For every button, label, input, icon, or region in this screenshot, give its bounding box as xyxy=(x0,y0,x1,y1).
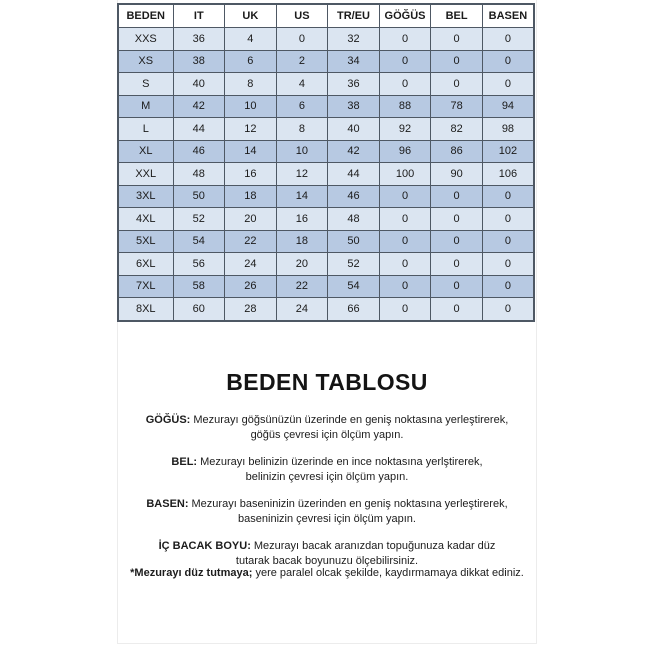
table-cell: 4XL xyxy=(118,208,173,231)
table-row xyxy=(118,275,534,298)
table-cell: 102 xyxy=(482,140,534,163)
table-row xyxy=(118,185,534,208)
note-bel-label: BEL: xyxy=(171,456,198,468)
column-header: BEDEN xyxy=(118,4,173,28)
table-cell: XXS xyxy=(118,28,173,51)
table-cell: 10 xyxy=(276,140,328,163)
table-cell: 6XL xyxy=(118,253,173,276)
table-cell: 88 xyxy=(379,95,431,118)
table-cell: 0 xyxy=(379,28,431,51)
table-cell: 56 xyxy=(173,253,225,276)
note-gogus-label: GÖĞÜS: xyxy=(145,414,191,426)
table-cell: 8 xyxy=(276,118,328,141)
table-cell: 0 xyxy=(431,253,483,276)
table-cell: 4 xyxy=(225,28,277,51)
table-cell: 52 xyxy=(173,208,225,231)
table-row xyxy=(118,50,534,73)
table-cell: 0 xyxy=(379,73,431,96)
table-row xyxy=(118,253,534,276)
table-cell: 6 xyxy=(225,50,277,73)
table-cell: 90 xyxy=(431,163,483,186)
note-ic-bacak-boyu-line1: Mezurayı bacak aranızdan topuğunuza kadar düz xyxy=(253,540,496,552)
footnote-rest: yere paralel olcak şekilde, kaydırmamaya dikkat ediniz. xyxy=(252,567,524,579)
note-basen-label: BASEN: xyxy=(146,498,189,510)
column-header: BASEN xyxy=(482,4,534,28)
table-cell: 0 xyxy=(431,275,483,298)
table-cell: 0 xyxy=(482,275,534,298)
table-row xyxy=(118,28,534,51)
table-row xyxy=(118,118,534,141)
table-cell: 0 xyxy=(379,208,431,231)
table-cell: 0 xyxy=(431,298,483,321)
table-cell: 0 xyxy=(379,185,431,208)
table-cell: 3XL xyxy=(118,185,173,208)
table-cell: 0 xyxy=(482,73,534,96)
table-cell: 5XL xyxy=(118,230,173,253)
table-cell: 46 xyxy=(328,185,380,208)
table-cell: 48 xyxy=(328,208,380,231)
table-row xyxy=(118,163,534,186)
table-cell: 32 xyxy=(328,28,380,51)
table-cell: 0 xyxy=(379,230,431,253)
table-cell: 96 xyxy=(379,140,431,163)
table-cell: 6 xyxy=(276,95,328,118)
table-cell: 42 xyxy=(173,95,225,118)
table-cell: 0 xyxy=(482,208,534,231)
table-cell: 7XL xyxy=(118,275,173,298)
table-cell: 0 xyxy=(482,253,534,276)
table-cell: 54 xyxy=(173,230,225,253)
table-cell: 50 xyxy=(173,185,225,208)
note-basen-line1: Mezurayı baseninizin üzerinden en geniş noktasına yerleştirerek, xyxy=(191,498,508,510)
table-cell: 36 xyxy=(328,73,380,96)
table-cell: 22 xyxy=(225,230,277,253)
table-cell: 0 xyxy=(379,253,431,276)
note-basen-line2: baseninizin çevresi için ölçüm yapın. xyxy=(238,513,416,525)
table-cell: 8XL xyxy=(118,298,173,321)
table-cell: M xyxy=(118,95,173,118)
table-cell: 24 xyxy=(225,253,277,276)
size-table-head-row xyxy=(118,4,534,28)
table-cell: 0 xyxy=(431,185,483,208)
table-cell: 50 xyxy=(328,230,380,253)
note-ic-bacak-boyu xyxy=(118,539,536,569)
column-header: BEL xyxy=(431,4,483,28)
table-cell: 0 xyxy=(482,28,534,51)
table-row xyxy=(118,95,534,118)
table-cell: 16 xyxy=(276,208,328,231)
table-cell: 18 xyxy=(276,230,328,253)
table-cell: 2 xyxy=(276,50,328,73)
table-cell: 60 xyxy=(173,298,225,321)
table-cell: 0 xyxy=(482,50,534,73)
footnote-bold: *Mezurayı düz tutmaya; xyxy=(130,567,253,579)
table-cell: XXL xyxy=(118,163,173,186)
table-cell: 48 xyxy=(173,163,225,186)
note-ic-bacak-boyu-line2: tutarak bacak boyunuzu ölçebilirsiniz. xyxy=(235,555,419,567)
table-row xyxy=(118,140,534,163)
note-gogus-line2: göğüs çevresi için ölçüm yapın. xyxy=(250,429,404,441)
table-row xyxy=(118,298,534,321)
note-bel-line1: Mezurayı belinizin üzerinde en ince noktasına yerlştirerek, xyxy=(200,456,483,468)
column-header: IT xyxy=(173,4,225,28)
table-cell: 54 xyxy=(328,275,380,298)
table-cell: 12 xyxy=(276,163,328,186)
table-cell: 0 xyxy=(431,28,483,51)
table-row xyxy=(118,230,534,253)
table-cell: 20 xyxy=(276,253,328,276)
table-cell: 66 xyxy=(328,298,380,321)
table-cell: 100 xyxy=(379,163,431,186)
page-title: BEDEN TABLOSU xyxy=(226,369,428,395)
table-cell: 16 xyxy=(225,163,277,186)
table-row xyxy=(118,208,534,231)
note-ic-bacak-boyu-label: İÇ BACAK BOYU: xyxy=(158,540,251,552)
table-cell: 42 xyxy=(328,140,380,163)
table-cell: 0 xyxy=(379,298,431,321)
note-bel xyxy=(118,455,536,485)
table-cell: 0 xyxy=(379,275,431,298)
table-cell: S xyxy=(118,73,173,96)
content-panel xyxy=(117,0,537,644)
table-cell: 40 xyxy=(328,118,380,141)
table-cell: 94 xyxy=(482,95,534,118)
size-table xyxy=(117,3,535,322)
column-header: US xyxy=(276,4,328,28)
table-cell: 38 xyxy=(328,95,380,118)
table-cell: 58 xyxy=(173,275,225,298)
table-cell: 44 xyxy=(173,118,225,141)
table-cell: 106 xyxy=(482,163,534,186)
table-cell: 4 xyxy=(276,73,328,96)
table-cell: 0 xyxy=(482,185,534,208)
table-cell: 98 xyxy=(482,118,534,141)
table-cell: 0 xyxy=(379,50,431,73)
column-header: TR/EU xyxy=(328,4,380,28)
table-cell: 36 xyxy=(173,28,225,51)
table-cell: 0 xyxy=(482,230,534,253)
table-cell: 18 xyxy=(225,185,277,208)
table-cell: 24 xyxy=(276,298,328,321)
table-cell: 0 xyxy=(431,50,483,73)
note-gogus-line1: Mezurayı göğsünüzün üzerinde en geniş noktasına yerleştirerek, xyxy=(193,414,509,426)
column-header: UK xyxy=(225,4,277,28)
table-row xyxy=(118,73,534,96)
table-cell: 12 xyxy=(225,118,277,141)
footnote xyxy=(118,566,536,581)
table-cell: L xyxy=(118,118,173,141)
table-cell: 82 xyxy=(431,118,483,141)
size-table-body xyxy=(118,28,534,321)
table-cell: XL xyxy=(118,140,173,163)
table-cell: 14 xyxy=(225,140,277,163)
table-cell: 34 xyxy=(328,50,380,73)
table-cell: 20 xyxy=(225,208,277,231)
table-cell: 86 xyxy=(431,140,483,163)
table-cell: 52 xyxy=(328,253,380,276)
table-cell: 38 xyxy=(173,50,225,73)
note-gogus xyxy=(118,413,536,443)
table-cell: 0 xyxy=(431,230,483,253)
table-cell: 14 xyxy=(276,185,328,208)
table-cell: 40 xyxy=(173,73,225,96)
table-cell: 0 xyxy=(431,73,483,96)
table-cell: 26 xyxy=(225,275,277,298)
table-cell: 0 xyxy=(482,298,534,321)
table-cell: 8 xyxy=(225,73,277,96)
table-cell: 44 xyxy=(328,163,380,186)
table-cell: 0 xyxy=(431,208,483,231)
table-cell: 92 xyxy=(379,118,431,141)
table-cell: 0 xyxy=(276,28,328,51)
note-bel-line2: belinizin çevresi için ölçüm yapın. xyxy=(245,471,409,483)
note-basen xyxy=(118,497,536,527)
table-cell: 28 xyxy=(225,298,277,321)
table-cell: 46 xyxy=(173,140,225,163)
column-header: GÖĞÜS xyxy=(379,4,431,28)
table-cell: 78 xyxy=(431,95,483,118)
table-cell: 22 xyxy=(276,275,328,298)
table-cell: 10 xyxy=(225,95,277,118)
table-cell: XS xyxy=(118,50,173,73)
